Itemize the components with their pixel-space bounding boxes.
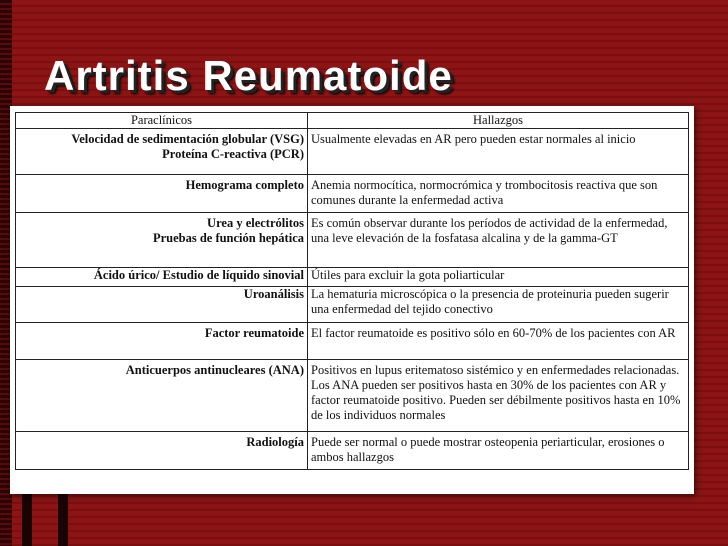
parameter-cell: [16, 175, 308, 213]
parameter-label: Factor reumatoide: [204, 326, 304, 340]
finding-cell: Usualmente elevadas en AR pero pueden estar normales al inicio: [308, 129, 689, 175]
table-panel: [10, 106, 694, 494]
parameter-label: Proteína C-reactiva (PCR): [162, 147, 304, 161]
parameter-cell: [16, 323, 308, 360]
column-header-hallazgos: Hallazgos: [308, 113, 689, 129]
finding-cell: Útiles para excluir la gota poliarticular: [308, 268, 689, 287]
parameter-cell: [16, 432, 308, 470]
parameter-label: Hemograma completo: [185, 178, 304, 192]
lab-findings-table: [15, 112, 689, 470]
parameter-label: Velocidad de sedimentación globular (VSG): [71, 132, 304, 146]
finding-cell: El factor reumatoide es positivo sólo en 60-70% de los pacientes con AR: [308, 323, 689, 360]
parameter-label: Uroanálisis: [243, 287, 304, 301]
table-row: [16, 323, 689, 360]
table-row: [16, 213, 689, 268]
table-header-row: [16, 113, 689, 129]
parameter-label: Anticuerpos antinucleares (ANA): [125, 363, 304, 377]
parameter-label: Ácido úrico/ Estudio de líquido sinovial: [93, 268, 304, 282]
table-row: [16, 360, 689, 432]
table-row: [16, 287, 689, 323]
finding-cell: Puede ser normal o puede mostrar osteopenia periarticular, erosiones o ambos hallazgos: [308, 432, 689, 470]
table-row: [16, 175, 689, 213]
parameter-cell: [16, 129, 308, 175]
finding-cell: La hematuria microscópica o la presencia de proteinuria pueden sugerir una enfermedad del tejido conectivo: [308, 287, 689, 323]
parameter-cell: [16, 360, 308, 432]
finding-cell: Es común observar durante los períodos de actividad de la enfermedad, una leve elevación de la fosfatasa alcalina y de la gamma-GT: [308, 213, 689, 268]
table-row: [16, 432, 689, 470]
table-row: [16, 129, 689, 175]
parameter-cell: [16, 287, 308, 323]
parameter-label: Urea y electrólitos: [207, 216, 304, 230]
parameter-cell: [16, 213, 308, 268]
slide-title: Artritis Reumatoide: [44, 52, 453, 99]
column-header-paraclinicos: Paraclínicos: [16, 113, 308, 129]
finding-cell: Anemia normocítica, normocrómica y trombocitosis reactiva que son comunes durante la enfermedad activa: [308, 175, 689, 213]
table-row: [16, 268, 689, 287]
parameter-label: Radiología: [246, 435, 304, 449]
parameter-label: Pruebas de función hepática: [152, 231, 304, 245]
parameter-cell: [16, 268, 308, 287]
decorative-bottom-bars: [0, 494, 80, 546]
finding-cell: Positivos en lupus eritematoso sistémico y en enfermedades relacionadas. Los ANA pueden ser positivos hasta en 30% de los pacientes con AR y factor reumatoide positivo. Pueden ser débilmente positivos hasta en 10% de los individuos normales: [308, 360, 689, 432]
